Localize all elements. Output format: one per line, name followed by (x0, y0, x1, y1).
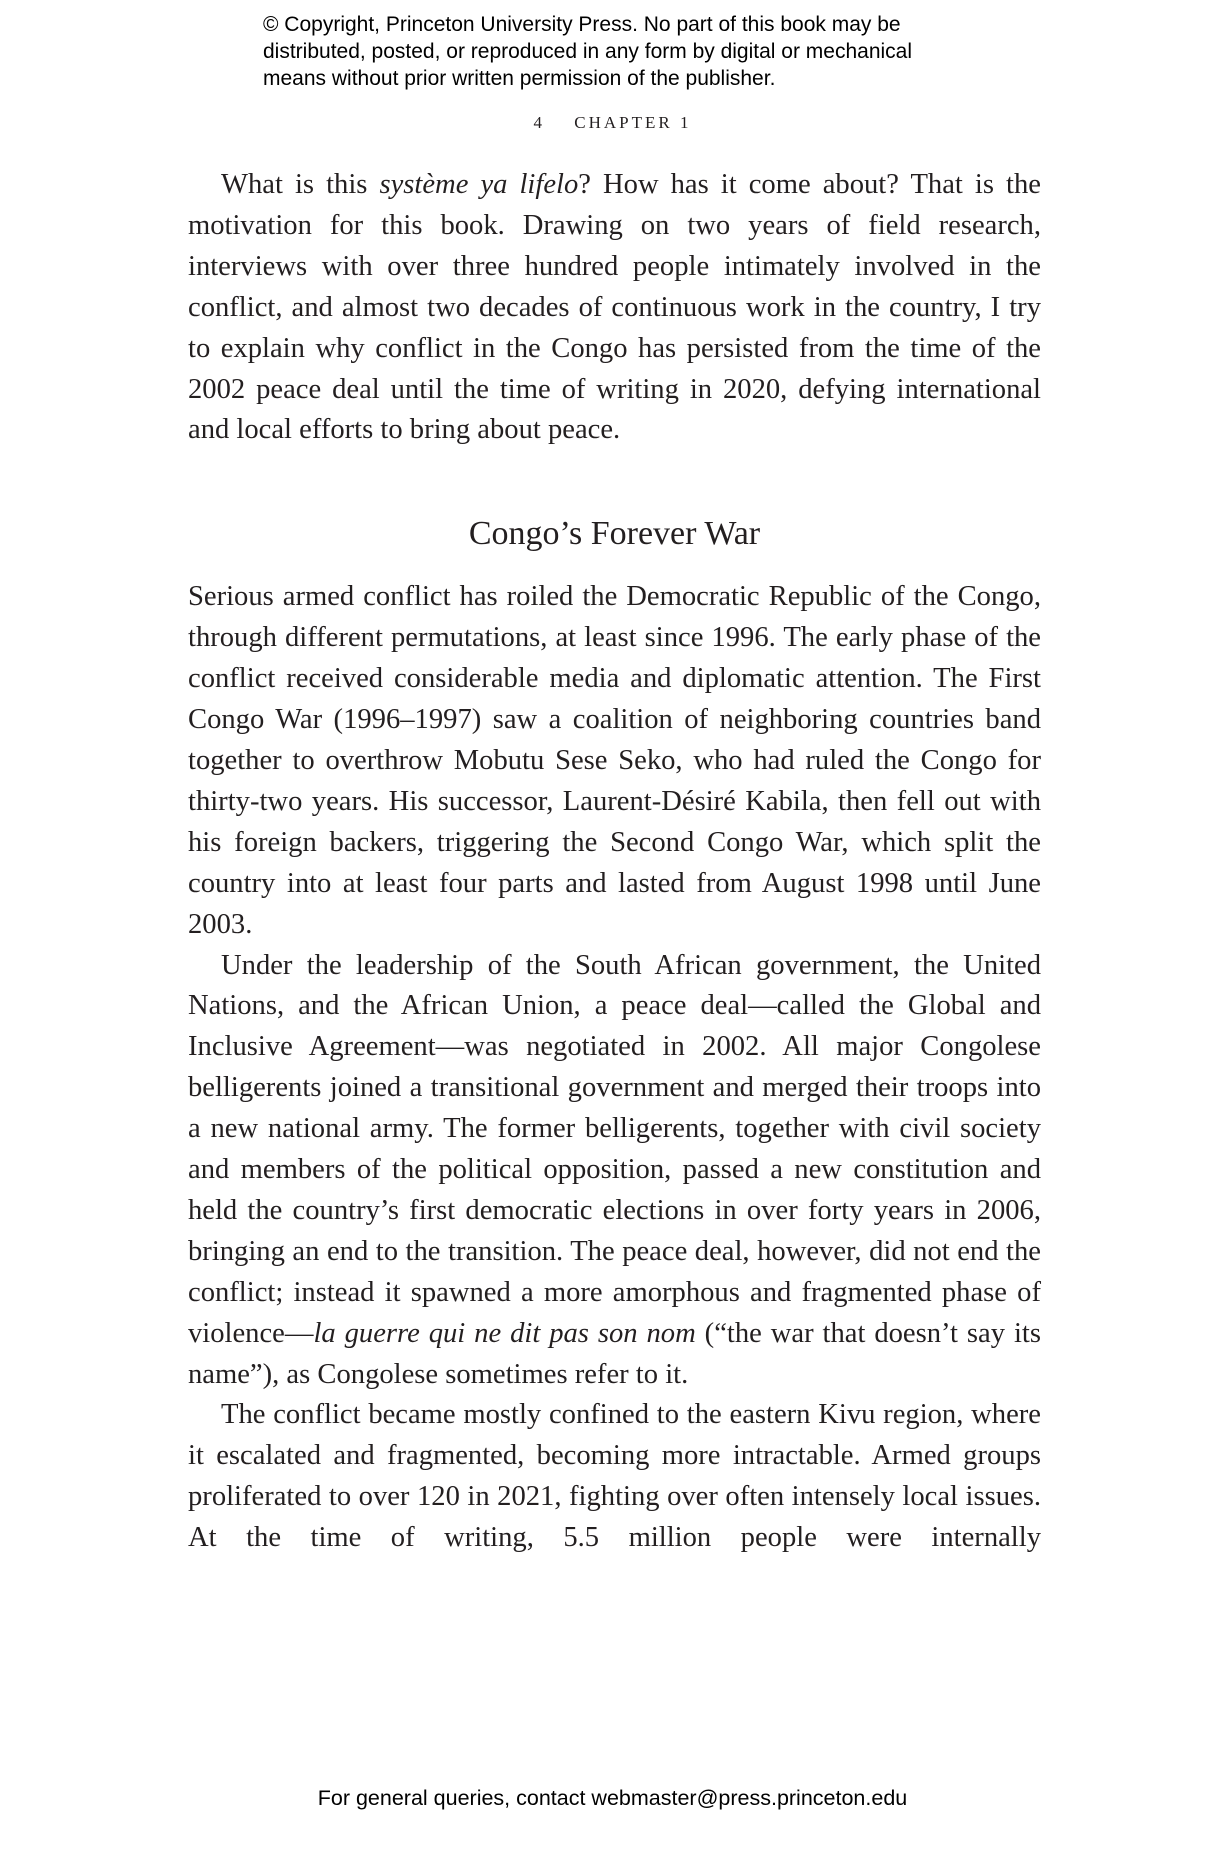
intro-italic-term: système ya lifelo (379, 169, 579, 200)
running-head (0, 113, 1225, 133)
paragraph-3: The conflict became mostly confined to the eastern Kivu region, where it escalated and fragmented, becoming more intractable. Armed groups proliferated to over 120 in 2021, fighting over often intensely local issues. At the time of writing, 5.5 million people were internally (188, 1399, 1041, 1554)
copyright-line-3: means without prior written permission of the publisher. (263, 67, 776, 90)
paragraph-2-text-start: Under the leadership of the South African government, the United Nations, and the African Union, a peace deal—called the Global and Inclusive Agreement—was negotiated in 2002. All major Congolese belligerents joined a transitional government and merged their troops into a new national army. The former belligerents, together with civil society and members of the political opposition, passed a new constitution and held the country’s first democratic elections in over forty years in 2006, bringing an end to the transition. The peace deal, however, did not end the conflict; instead it spawned a more amorphous and fragmented phase of violence— (188, 949, 1041, 1349)
intro-text-end: ? How has it come about? That is the motivation for this book. Drawing on two years of field research, interviews with over three hundred people intimately involved in the conflict, and almost two decades of continuous work in the country, I try to explain why conflict in the Congo has persisted from the time of the 2002 peace deal until the time of writing in 2020, defying international and local efforts to bring about peace. (188, 169, 1041, 446)
intro-text-start: What is this (221, 169, 380, 200)
body-text (188, 165, 1041, 1559)
section-title: Congo’s Forever War (468, 515, 761, 553)
footer-contact: For general queries, contact webmaster@press.princeton.edu (317, 1786, 908, 1810)
paragraph-2-text-end: (“the war that doesn’t say its name”), as Congolese sometimes refer to it. (188, 1317, 1041, 1390)
copyright-notice (263, 11, 983, 92)
chapter-label: CHAPTER 1 (574, 113, 692, 132)
page-number: 4 (533, 113, 546, 132)
paragraph-1: Serious armed conflict has roiled the Democratic Republic of the Congo, through different permutations, at least since 1996. The early phase of the conflict received considerable media and diplomatic attention. The First Congo War (1996–1997) saw a coalition of neighboring countries band together to overthrow Mobutu Sese Seko, who had ruled the Congo for thirty-two years. His successor, Laurent-Désiré Kabila, then fell out with his foreign backers, triggering the Second Congo War, which split the country into at least four parts and lasted from August 1998 until June 2003. (188, 581, 1041, 940)
copyright-line-2: distributed, posted, or reproduced in any form by digital or mechanical (263, 40, 913, 63)
paragraph-2 (188, 946, 1041, 1396)
intro-paragraph (188, 165, 1041, 451)
copyright-line-1: © Copyright, Princeton University Press. No part of this book may be (263, 13, 901, 36)
paragraph-2-italic-phrase: la guerre qui ne dit pas son nom (313, 1317, 696, 1349)
